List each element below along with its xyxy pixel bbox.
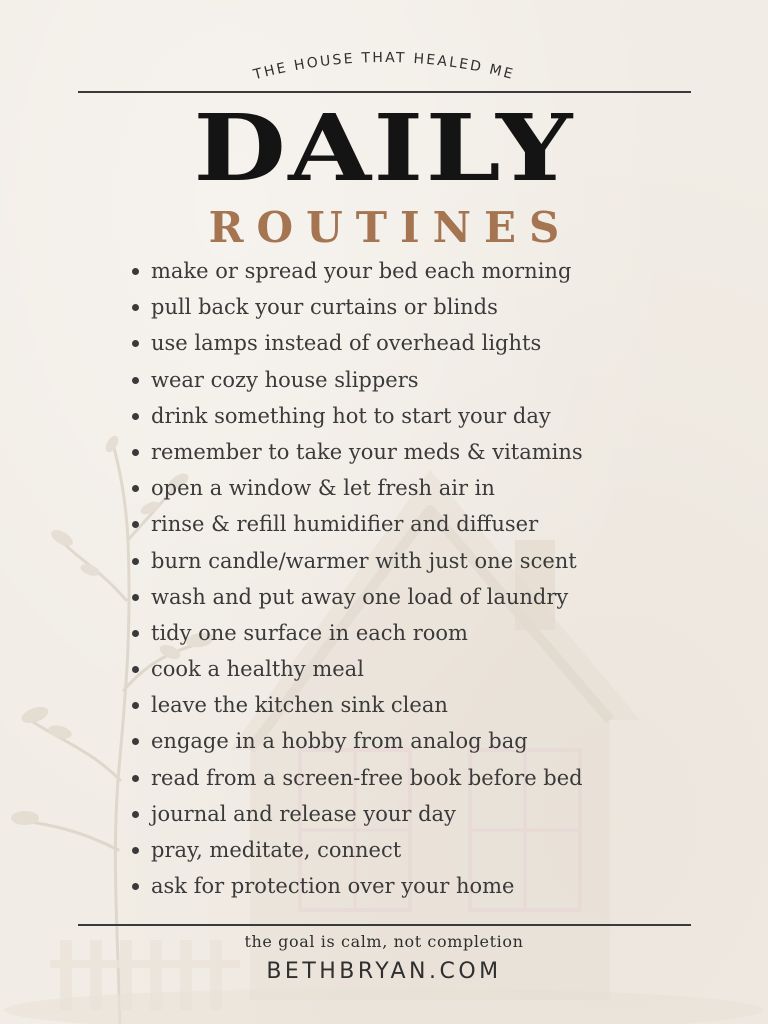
list-item <box>130 651 690 687</box>
routine-list <box>130 253 690 904</box>
list-item <box>130 543 690 579</box>
page-subheading: ROUTINES <box>208 203 573 252</box>
bullet-dot-icon <box>132 377 139 384</box>
list-item-label: wear cozy house slippers <box>151 367 419 392</box>
bullet-dot-icon <box>132 630 139 637</box>
list-item-label: make or spread your bed each morning <box>151 259 572 283</box>
bullet-dot-icon <box>132 268 139 275</box>
list-item-label: rinse & refill humidifier and diffuser <box>151 512 539 537</box>
bullet-dot-icon <box>132 847 139 854</box>
list-item-label: remember to take your meds & vitamins <box>151 439 583 464</box>
bullet-dot-icon <box>132 811 139 818</box>
bottom-divider <box>78 924 691 926</box>
list-item-label: open a window & let fresh air in <box>151 476 495 501</box>
list-item-label: pray, meditate, connect <box>151 838 402 862</box>
list-item-label: burn candle/warmer with just one scent <box>151 548 577 573</box>
list-item <box>130 615 690 651</box>
bullet-dot-icon <box>132 413 139 420</box>
list-item-label: tidy one surface in each room <box>151 620 468 645</box>
bullet-dot-icon <box>132 594 139 601</box>
list-item-label: ask for protection over your home <box>151 874 515 899</box>
list-item <box>130 470 690 506</box>
tagline: the goal is calm, not completion <box>244 932 524 951</box>
list-item-label: pull back your curtains or blinds <box>151 295 498 320</box>
bullet-dot-icon <box>132 304 139 311</box>
top-divider <box>78 91 691 93</box>
bullet-dot-icon <box>132 340 139 347</box>
subtitle-text: THE HOUSE THAT HEALED ME <box>251 49 517 84</box>
list-item-label: drink something hot to start your day <box>151 403 551 428</box>
bullet-dot-icon <box>132 666 139 673</box>
list-item <box>130 796 690 832</box>
list-item <box>130 289 690 325</box>
list-item <box>130 506 690 542</box>
bullet-dot-icon <box>132 485 139 492</box>
bullet-dot-icon <box>132 558 139 565</box>
svg-text:THE HOUSE THAT HEALED ME <box>251 50 517 83</box>
bullet-dot-icon <box>132 521 139 528</box>
list-item <box>130 362 690 398</box>
list-item <box>130 253 690 289</box>
list-item-label: use lamps instead of overhead lights <box>151 331 542 356</box>
list-item-label: journal and release your day <box>151 801 456 826</box>
bullet-dot-icon <box>132 775 139 782</box>
page-title: DAILY <box>193 94 575 202</box>
list-item <box>130 760 690 796</box>
list-item-label: read from a screen-free book before bed <box>151 765 583 790</box>
list-item <box>130 832 690 868</box>
list-item <box>130 579 690 615</box>
list-item <box>130 687 690 723</box>
list-item <box>130 325 690 361</box>
bullet-dot-icon <box>132 702 139 709</box>
list-item <box>130 868 690 904</box>
list-item-label: wash and put away one load of laundry <box>151 584 569 609</box>
list-item <box>130 398 690 434</box>
list-item <box>130 434 690 470</box>
bullet-dot-icon <box>132 449 139 456</box>
bullet-dot-icon <box>132 738 139 745</box>
list-item-label: cook a healthy meal <box>151 657 364 682</box>
website-url: BETHBRYAN.COM <box>266 959 502 984</box>
list-item-label: engage in a hobby from analog bag <box>151 729 528 754</box>
list-item <box>130 723 690 759</box>
bullet-dot-icon <box>132 883 139 890</box>
list-item-label: leave the kitchen sink clean <box>151 693 448 718</box>
